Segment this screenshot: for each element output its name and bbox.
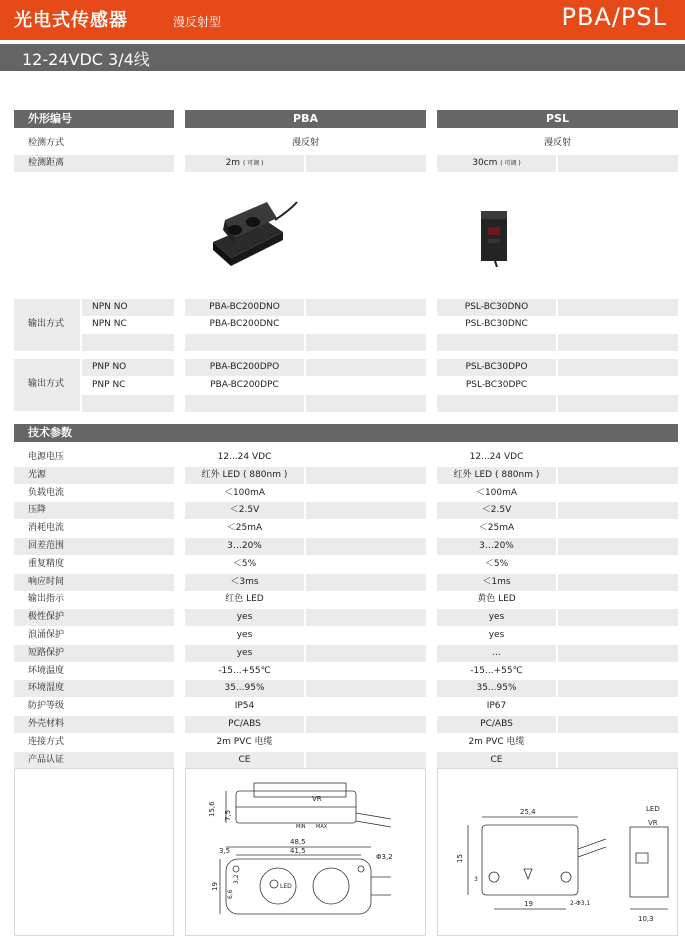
spec-pba-blank [306, 591, 426, 608]
psl-dim-h2: 3 [474, 876, 478, 883]
spec-psl-blank [558, 467, 678, 484]
pba-npn-blank2 [306, 334, 426, 351]
psl-dimension-drawing [437, 768, 678, 936]
psl-pnp-blank [437, 395, 556, 412]
psl-dist-blank [558, 155, 678, 172]
psl-heading: PSL [437, 110, 678, 128]
npn-output-label: 输出方式 [28, 319, 65, 329]
psl-detect-dist [437, 155, 556, 172]
spec-pba-value: ＜3ms [185, 574, 304, 591]
pba-dim-d1: 15,6 [208, 801, 216, 817]
pba-dim-h1: 19 [211, 882, 219, 891]
spec-psl-blank [558, 734, 678, 751]
spec-psl-value: ... [437, 645, 556, 662]
spec-name: 负载电流 [14, 485, 174, 502]
specs-heading: 技术参数 [14, 424, 678, 442]
spec-name: 短路保护 [14, 645, 174, 662]
psl-dim-led: LED [646, 805, 660, 813]
spec-pba-value: ＜5% [185, 556, 304, 573]
psl-product-image [475, 205, 515, 267]
spec-pba-blank [306, 645, 426, 662]
spec-psl-blank [558, 485, 678, 502]
pnp-nc-type: PNP NC [82, 377, 174, 394]
spec-name: 极性保护 [14, 609, 174, 626]
blank-drawing-panel [14, 768, 174, 936]
pba-pnp-no-blank [306, 359, 426, 376]
spec-psl-blank [558, 609, 678, 626]
spec-psl-value: yes [437, 609, 556, 626]
pba-dim-d2: 7,5 [224, 809, 232, 821]
spec-name: 回差范围 [14, 538, 174, 555]
spec-psl-value: ＜5% [437, 556, 556, 573]
spec-psl-blank [558, 574, 678, 591]
header-title: 光电式传感器 [14, 10, 128, 31]
spec-pba-blank [306, 698, 426, 715]
subheader-bar [0, 44, 685, 71]
spec-pba-blank [306, 574, 426, 591]
spec-pba-value: CE [185, 752, 304, 769]
spec-psl-value: ＜25mA [437, 520, 556, 537]
spec-psl-blank [558, 591, 678, 608]
spec-name: 浪涌保护 [14, 627, 174, 644]
spec-psl-value: yes [437, 627, 556, 644]
spec-pba-value: 35...95% [185, 680, 304, 697]
psl-dim-hole: 2-Φ3,1 [570, 900, 591, 907]
spec-psl-value: 2m PVC 电缆 [437, 734, 556, 751]
spec-psl-blank [558, 645, 678, 662]
spec-psl-blank [558, 680, 678, 697]
spec-psl-value: 3…20% [437, 538, 556, 555]
spec-pba-blank [306, 680, 426, 697]
psl-dim-h: 15 [456, 854, 464, 863]
spec-psl-value: 红外 LED ( 880nm ) [437, 467, 556, 484]
psl-npn-blank [437, 334, 556, 351]
pba-pnp-nc: PBA-BC200DPC [185, 377, 304, 394]
spec-pba-blank [306, 556, 426, 573]
spec-name: 输出指示 [14, 591, 174, 608]
spec-pba-value: yes [185, 627, 304, 644]
pba-dim-led: LED [280, 883, 292, 890]
pba-pnp-blank [185, 395, 304, 412]
header-model: PBA/PSL [561, 3, 667, 31]
pba-npn-blank [185, 334, 304, 351]
spec-name: 连接方式 [14, 734, 174, 751]
pba-dist-value: 2m [225, 158, 241, 168]
spec-pba-blank [306, 627, 426, 644]
spec-psl-value: ＜2.5V [437, 502, 556, 519]
spec-pba-value: PC/ABS [185, 716, 304, 733]
spec-psl-blank [558, 502, 678, 519]
pba-dim-min: MIN [296, 824, 306, 830]
spec-name: 电源电压 [14, 449, 174, 466]
subheader-text: 12-24VDC 3/4线 [22, 50, 150, 69]
npn-no-type: NPN NO [82, 299, 174, 316]
header-bar [0, 0, 685, 40]
spec-pba-value: yes [185, 645, 304, 662]
spec-pba-blank [306, 716, 426, 733]
pba-heading: PBA [185, 110, 426, 128]
pba-dimension-drawing [185, 768, 426, 936]
spec-psl-value: 12...24 VDC [437, 449, 556, 466]
psl-pnp-no-blank [558, 359, 678, 376]
spec-psl-blank [558, 716, 678, 733]
spec-psl-value: CE [437, 752, 556, 769]
psl-dim-vr: VR [648, 819, 658, 827]
spec-psl-blank [558, 538, 678, 555]
spec-name: 环境温度 [14, 663, 174, 680]
spec-pba-blank [306, 609, 426, 626]
pba-detect-mode: 漫反射 [185, 135, 426, 152]
spec-pba-blank [306, 502, 426, 519]
spec-psl-blank [558, 556, 678, 573]
spec-name: 响应时间 [14, 574, 174, 591]
spec-psl-blank [558, 627, 678, 644]
pba-dim-h2: 6,6 [227, 889, 234, 899]
pba-dist-blank [306, 155, 426, 172]
spec-pba-blank [306, 538, 426, 555]
pba-npn-no: PBA-BC200DNO [185, 299, 304, 316]
psl-pnp-nc: PSL-BC30DPC [437, 377, 556, 394]
spec-psl-value: IP67 [437, 698, 556, 715]
detect-mode-label: 检测方式 [14, 135, 174, 152]
pba-npn-nc: PBA-BC200DNC [185, 316, 304, 333]
spec-psl-blank [558, 698, 678, 715]
spec-pba-value: 红外 LED ( 880nm ) [185, 467, 304, 484]
psl-pnp-no: PSL-BC30DPO [437, 359, 556, 376]
pba-dim-hole: Φ3,2 [376, 853, 393, 861]
spec-pba-blank [306, 663, 426, 680]
psl-detect-mode: 漫反射 [437, 135, 678, 152]
spec-pba-value: ＜100mA [185, 485, 304, 502]
spec-pba-value: ＜2.5V [185, 502, 304, 519]
spec-psl-value: ＜1ms [437, 574, 556, 591]
spec-pba-blank [306, 449, 426, 466]
pba-pnp-no: PBA-BC200DPO [185, 359, 304, 376]
spec-name: 外壳材料 [14, 716, 174, 733]
psl-pnp-blank2 [558, 395, 678, 412]
pba-dist-note: ( 可调 ) [242, 160, 264, 167]
psl-dist-value: 30cm [472, 158, 498, 168]
spec-psl-value: 35...95% [437, 680, 556, 697]
spec-name: 防护等级 [14, 698, 174, 715]
spec-pba-value: -15...+55℃ [185, 663, 304, 680]
psl-dim-w: 25,4 [520, 808, 536, 816]
spec-pba-value: 3…20% [185, 538, 304, 555]
spec-pba-value: 12...24 VDC [185, 449, 304, 466]
spec-pba-blank [306, 752, 426, 769]
pnp-label-cell [14, 359, 80, 411]
psl-dist-note: ( 可调 ) [500, 160, 521, 167]
npn-nc-type: NPN NC [82, 316, 174, 333]
spec-psl-blank [558, 449, 678, 466]
spec-pba-blank [306, 734, 426, 751]
spec-pba-value: ＜25mA [185, 520, 304, 537]
pnp-blank-type [82, 395, 174, 412]
spec-name: 重复精度 [14, 556, 174, 573]
spec-name: 产品认证 [14, 752, 174, 769]
pba-dim-w2: 41,5 [290, 847, 306, 855]
pnp-output-label: 输出方式 [28, 379, 65, 389]
psl-npn-no: PSL-BC30DNO [437, 299, 556, 316]
spec-pba-value: yes [185, 609, 304, 626]
spec-pba-blank [306, 467, 426, 484]
pba-pnp-blank2 [306, 395, 426, 412]
pnp-no-type: PNP NO [82, 359, 174, 376]
spec-psl-value: ＜100mA [437, 485, 556, 502]
psl-npn-blank2 [558, 334, 678, 351]
psl-npn-nc: PSL-BC30DNC [437, 316, 556, 333]
spec-pba-value: 2m PVC 电缆 [185, 734, 304, 751]
spec-psl-blank [558, 663, 678, 680]
spec-name: 光源 [14, 467, 174, 484]
spec-psl-value: -15...+55℃ [437, 663, 556, 680]
spec-pba-value: 红色 LED [185, 591, 304, 608]
spec-pba-blank [306, 485, 426, 502]
shape-label: 外形编号 [14, 110, 174, 128]
spec-name: 压降 [14, 502, 174, 519]
pba-detect-dist [185, 155, 304, 172]
spec-name: 环境湿度 [14, 680, 174, 697]
pba-npn-no-blank [306, 299, 426, 316]
header-subtitle: 漫反射型 [173, 15, 222, 29]
npn-label-cell [14, 299, 80, 351]
pba-dim-w1: 48,5 [290, 838, 306, 846]
spec-psl-value: PC/ABS [437, 716, 556, 733]
npn-blank-type [82, 334, 174, 351]
psl-npn-no-blank [558, 299, 678, 316]
detect-dist-label: 检测距离 [14, 155, 174, 172]
spec-psl-blank [558, 520, 678, 537]
spec-name: 消耗电流 [14, 520, 174, 537]
pba-dim-w3: 3,5 [219, 847, 231, 855]
pba-product-image [205, 190, 300, 270]
spec-psl-blank [558, 752, 678, 769]
psl-dim-side: 10,3 [638, 915, 654, 923]
pba-dim-max: MAX [316, 824, 328, 830]
spec-pba-value: IP54 [185, 698, 304, 715]
psl-dim-bot: 19 [524, 900, 533, 908]
pba-dim-vr: VR [312, 795, 322, 803]
spec-pba-blank [306, 520, 426, 537]
pba-dim-h3: 3,2 [233, 874, 240, 884]
spec-psl-value: 黄色 LED [437, 591, 556, 608]
